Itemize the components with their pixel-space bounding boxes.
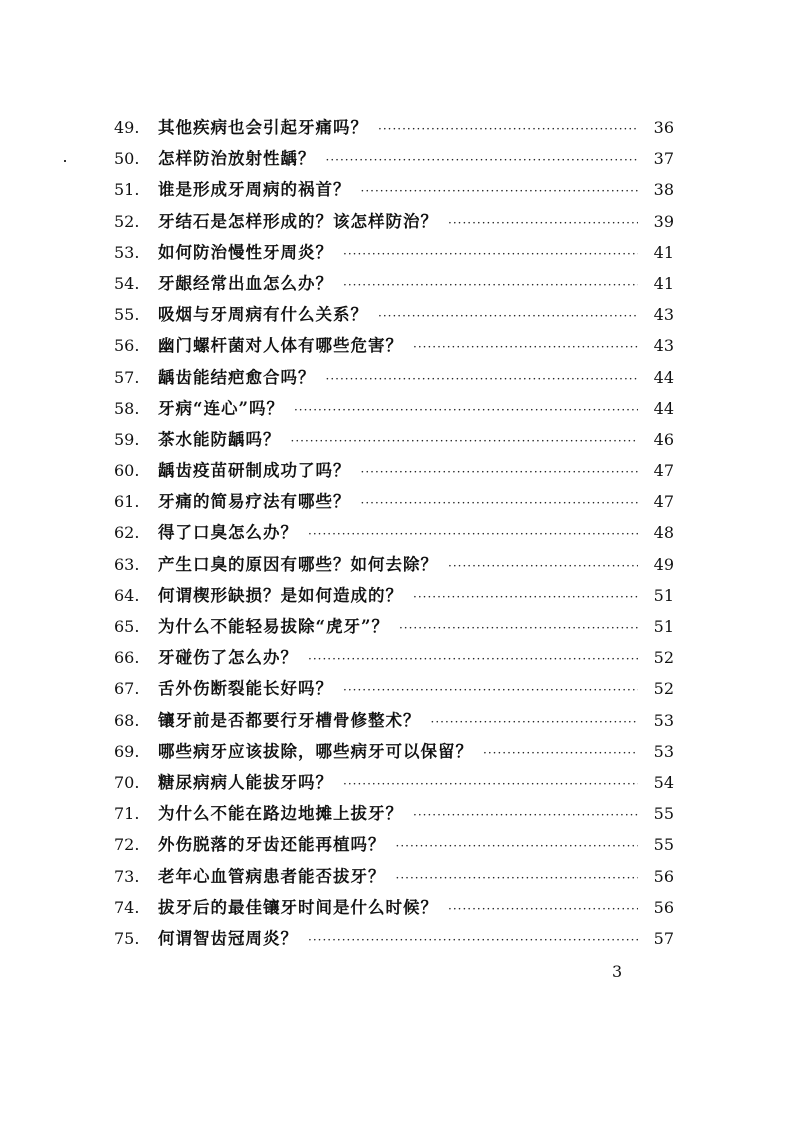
toc-entry-number: 74. — [114, 897, 140, 917]
dot-leader — [361, 457, 639, 488]
toc-entry — [114, 861, 674, 892]
toc-entry — [114, 174, 674, 205]
toc-entry — [114, 611, 674, 642]
toc-entry-number: 57. — [114, 367, 140, 387]
toc-entry-title: 牙碰伤了怎么办？ — [158, 648, 298, 668]
toc-entry-number: 69. — [114, 741, 140, 761]
toc-entry-page: 43 — [653, 336, 674, 356]
toc-entry-title: 幽门螺杆菌对人体有哪些危害？ — [158, 336, 403, 356]
toc-entry-number: 61. — [114, 492, 140, 512]
toc-entry-title: 龋齿能结疤愈合吗？ — [158, 367, 316, 387]
dot-leader — [448, 894, 638, 925]
toc-entry-number: 54. — [114, 273, 140, 293]
toc-entry-page: 41 — [653, 273, 674, 293]
dot-leader — [413, 800, 638, 831]
dot-leader — [431, 707, 639, 738]
toc-entry — [114, 455, 674, 486]
dot-leader — [448, 551, 638, 582]
toc-entry-number: 70. — [114, 772, 140, 792]
dot-leader — [308, 644, 638, 675]
dot-leader — [294, 395, 638, 426]
toc-entry-page: 41 — [653, 242, 674, 262]
toc-entry — [114, 112, 674, 143]
toc-entry-number: 56. — [114, 336, 140, 356]
toc-entry-number: 51. — [114, 180, 140, 200]
dot-leader — [326, 145, 639, 176]
toc-entry-title: 谁是形成牙周病的祸首？ — [158, 180, 351, 200]
dot-leader — [343, 270, 638, 301]
toc-entry — [114, 486, 674, 517]
toc-entry — [114, 798, 674, 829]
toc-entry-number: 66. — [114, 648, 140, 668]
toc-entry-title: 牙结石是怎样形成的？该怎样防治？ — [158, 211, 438, 231]
toc-entry-page: 52 — [653, 648, 674, 668]
dot-leader — [291, 426, 639, 457]
toc-entry — [114, 362, 674, 393]
toc-entry — [114, 549, 674, 580]
toc-entry-number: 49. — [114, 118, 140, 137]
toc-entry-page: 51 — [653, 585, 674, 605]
toc-entry — [114, 424, 674, 455]
toc-entry — [114, 517, 674, 548]
toc-entry-number: 65. — [114, 617, 140, 636]
toc-entry-number: 60. — [114, 461, 140, 481]
toc-entry — [114, 330, 674, 361]
toc-entry-page: 37 — [653, 149, 674, 169]
toc-entry — [114, 237, 674, 268]
toc-entry — [114, 206, 674, 237]
toc-entry-number: 71. — [114, 804, 140, 824]
toc-entry — [114, 143, 674, 174]
toc-entry-title: 如何防治慢性牙周炎？ — [158, 242, 333, 262]
dot-leader — [448, 208, 638, 239]
dot-leader — [413, 582, 638, 613]
toc-entry-page: 54 — [653, 772, 674, 792]
toc-entry-title: 龋齿疫苗研制成功了吗？ — [158, 461, 351, 481]
toc-entry-page: 53 — [653, 741, 674, 761]
dot-leader — [343, 769, 638, 800]
print-speck — [64, 160, 66, 162]
toc-entry-title: 为什么不能轻易拔除“虎牙”？ — [158, 617, 389, 636]
dot-leader — [361, 488, 639, 519]
toc-entry-title: 牙病“连心”吗？ — [158, 398, 284, 418]
toc-entry-number: 72. — [114, 835, 140, 855]
toc-entry — [114, 736, 674, 767]
toc-entry-number: 52. — [114, 211, 140, 231]
toc-entry-page: 44 — [653, 398, 674, 418]
toc-entry — [114, 268, 674, 299]
toc-entry-title: 为什么不能在路边地摊上拔牙？ — [158, 804, 403, 824]
toc-entry-page: 48 — [653, 523, 674, 543]
toc-entry — [114, 299, 674, 330]
toc-entry-page: 38 — [653, 180, 674, 200]
toc-entry-title: 何谓楔形缺损？是如何造成的？ — [158, 585, 403, 605]
toc-entry-number: 75. — [114, 928, 140, 948]
toc-entry — [114, 705, 674, 736]
dot-leader — [361, 176, 639, 207]
dot-leader — [343, 675, 638, 706]
toc-entry-title: 何谓智齿冠周炎？ — [158, 928, 298, 948]
toc-entry — [114, 673, 674, 704]
toc-entry-title: 其他疾病也会引起牙痛吗？ — [158, 118, 368, 137]
toc-entry-page: 39 — [653, 211, 674, 231]
dot-leader — [308, 925, 638, 956]
toc-entry-title: 产生口臭的原因有哪些？如何去除？ — [158, 554, 438, 574]
toc-entry — [114, 642, 674, 673]
toc-entry — [114, 923, 674, 954]
toc-entry-number: 62. — [114, 523, 140, 543]
toc-entry — [114, 580, 674, 611]
toc-entry-number: 64. — [114, 585, 140, 605]
toc-entry-page: 55 — [653, 835, 674, 855]
toc-entry-page: 56 — [653, 897, 674, 917]
toc-entry-title: 拔牙后的最佳镶牙时间是什么时候？ — [158, 897, 438, 917]
toc-entry-title: 吸烟与牙周病有什么关系？ — [158, 305, 368, 325]
toc-entry-page: 55 — [653, 804, 674, 824]
toc-entry-title: 牙痛的简易疗法有哪些？ — [158, 492, 351, 512]
dot-leader — [483, 738, 638, 769]
toc-entry-title: 外伤脱落的牙齿还能再植吗？ — [158, 835, 386, 855]
toc-entry-title: 镶牙前是否都要行牙槽骨修整术？ — [158, 710, 421, 730]
page-number: 3 — [612, 962, 623, 981]
toc-entry-number: 68. — [114, 710, 140, 730]
toc-entry-title: 牙龈经常出血怎么办？ — [158, 273, 333, 293]
toc-entry-number: 50. — [114, 149, 140, 169]
toc-entry — [114, 829, 674, 860]
dot-leader — [396, 831, 639, 862]
dot-leader — [378, 114, 638, 145]
toc-entry-number: 59. — [114, 429, 140, 449]
toc-entry-number: 67. — [114, 679, 140, 699]
toc-entry-number: 63. — [114, 554, 140, 574]
toc-entry-page: 51 — [653, 617, 674, 636]
dot-leader — [396, 863, 639, 894]
toc-entry-title: 老年心血管病患者能否拔牙？ — [158, 866, 386, 886]
toc-entry-title: 怎样防治放射性龋？ — [158, 149, 316, 169]
toc-entry-title: 茶水能防龋吗？ — [158, 429, 281, 449]
toc-entry-page: 57 — [653, 928, 674, 948]
toc-entry-number: 53. — [114, 242, 140, 262]
table-of-contents — [114, 112, 674, 954]
toc-entry-title: 哪些病牙应该拔除，哪些病牙可以保留？ — [158, 741, 473, 761]
toc-entry-number: 58. — [114, 398, 140, 418]
toc-entry-number: 55. — [114, 305, 140, 325]
toc-entry-page: 47 — [653, 492, 674, 512]
toc-entry-page: 43 — [653, 305, 674, 325]
toc-entry-page: 49 — [653, 554, 674, 574]
toc-entry-number: 73. — [114, 866, 140, 886]
toc-entry-page: 52 — [653, 679, 674, 699]
toc-entry-page: 44 — [653, 367, 674, 387]
toc-entry-page: 47 — [653, 461, 674, 481]
toc-entry-title: 舌外伤断裂能长好吗？ — [158, 679, 333, 699]
toc-entry — [114, 393, 674, 424]
toc-entry-page: 46 — [653, 429, 674, 449]
toc-entry-page: 36 — [653, 118, 674, 137]
dot-leader — [326, 364, 639, 395]
dot-leader — [378, 301, 638, 332]
toc-entry-page: 56 — [653, 866, 674, 886]
toc-entry — [114, 767, 674, 798]
dot-leader — [399, 613, 638, 644]
toc-entry-page: 53 — [653, 710, 674, 730]
dot-leader — [308, 519, 638, 550]
toc-entry-title: 得了口臭怎么办？ — [158, 523, 298, 543]
dot-leader — [413, 332, 638, 363]
dot-leader — [343, 239, 638, 270]
toc-entry-title: 糖尿病病人能拔牙吗？ — [158, 772, 333, 792]
toc-entry — [114, 892, 674, 923]
